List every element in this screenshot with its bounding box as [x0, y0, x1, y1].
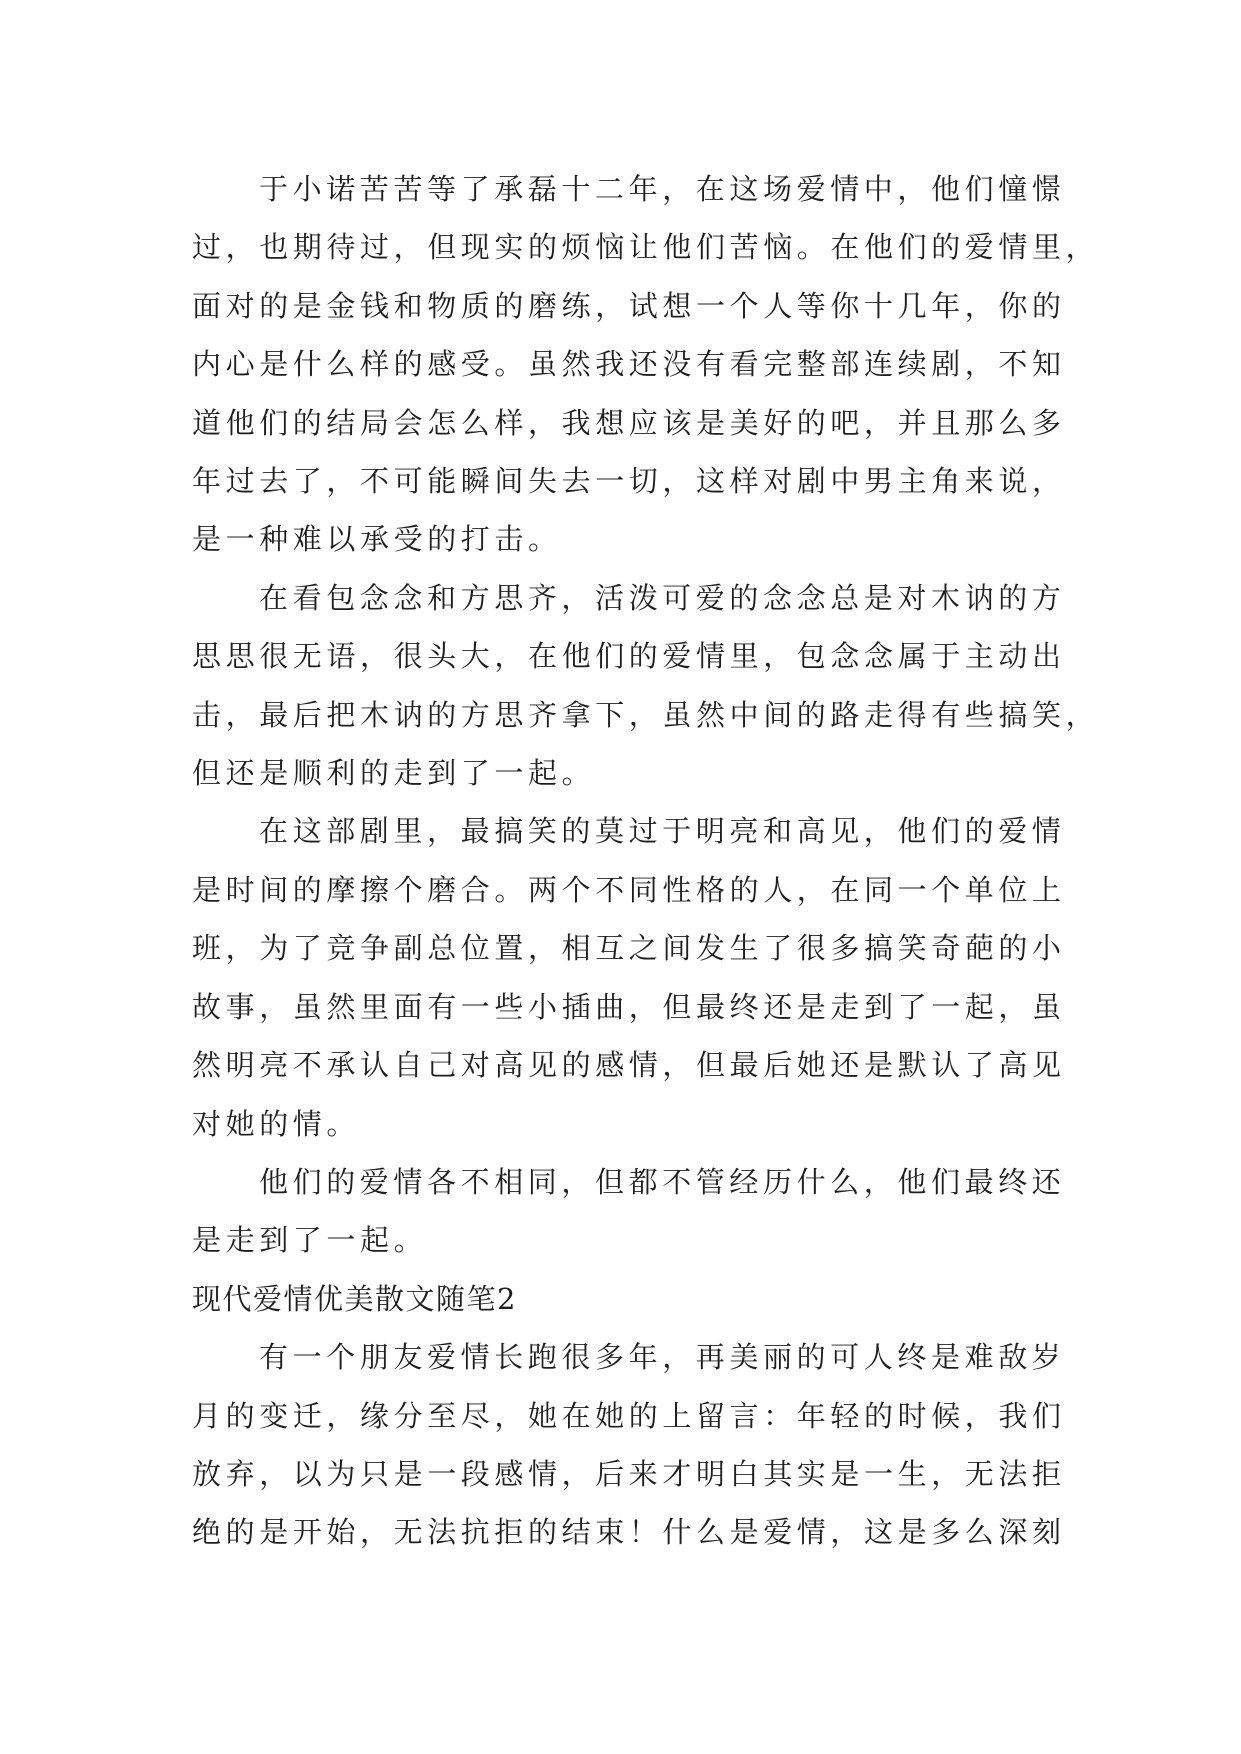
text-line: 道他们的结局会怎么样，我想应该是美好的吧，并且那么多 [192, 405, 1066, 440]
text-line: 思思很无语，很头大，在他们的爱情里，包念念属于主动出 [192, 639, 1066, 674]
text-line: 过，也期待过，但现实的烦恼让他们苦恼。在他们的爱情里， [192, 230, 1100, 265]
text-line: 击，最后把木讷的方思齐拿下，虽然中间的路走得有些搞笑， [192, 697, 1100, 732]
text-line: 是时间的摩擦个磨合。两个不同性格的人，在同一个单位上 [192, 872, 1066, 907]
text-line: 对她的情。 [192, 1106, 361, 1141]
text-line: 绝的是开始，无法抗拒的结束！什么是爱情，这是多么深刻 [192, 1515, 1066, 1550]
text-line: 班，为了竞争副总位置，相互之间发生了很多搞笑奇葩的小 [192, 931, 1066, 966]
text-line: 是走到了一起。 [192, 1223, 428, 1258]
text-line: 但还是顺利的走到了一起。 [192, 756, 596, 791]
paragraph-1 [192, 160, 1100, 569]
text-line: 年过去了，不可能瞬间失去一切，这样对剧中男主角来说， [192, 464, 1066, 499]
text-line: 放弃，以为只是一段感情，后来才明白其实是一生，无法拒 [192, 1456, 1066, 1491]
text-line: 在看包念念和方思齐，活泼可爱的念念总是对木讷的方 [259, 580, 1066, 615]
text-line: 然明亮不承认自己对高见的感情，但最后她还是默认了高见 [192, 1048, 1066, 1083]
section-heading: 现代爱情优美散文随笔2 [192, 1281, 517, 1316]
paragraph-5 [192, 1328, 1066, 1562]
document-body [192, 160, 1100, 1562]
text-line: 是一种难以承受的打击。 [192, 522, 562, 557]
text-line: 有一个朋友爱情长跑很多年，再美丽的可人终是难敌岁 [259, 1340, 1066, 1375]
text-line: 内心是什么样的感受。虽然我还没有看完整部连续剧，不知 [192, 347, 1066, 382]
text-line: 月的变迁，缘分至尽，她在她的上留言：年轻的时候，我们 [192, 1398, 1066, 1433]
text-line: 面对的是金钱和物质的磨练，试想一个人等你十几年，你的 [192, 288, 1066, 323]
paragraph-3 [192, 802, 1066, 1152]
text-line: 他们的爱情各不相同，但都不管经历什么，他们最终还 [259, 1164, 1066, 1199]
text-line: 故事，虽然里面有一些小插曲，但最终还是走到了一起，虽 [192, 989, 1066, 1024]
text-line: 于小诺苦苦等了承磊十二年，在这场爱情中，他们憧憬 [259, 172, 1066, 206]
paragraph-2 [192, 569, 1100, 803]
text-line: 在这部剧里，最搞笑的莫过于明亮和高见，他们的爱情 [259, 814, 1066, 849]
paragraph-4 [192, 1153, 1066, 1270]
